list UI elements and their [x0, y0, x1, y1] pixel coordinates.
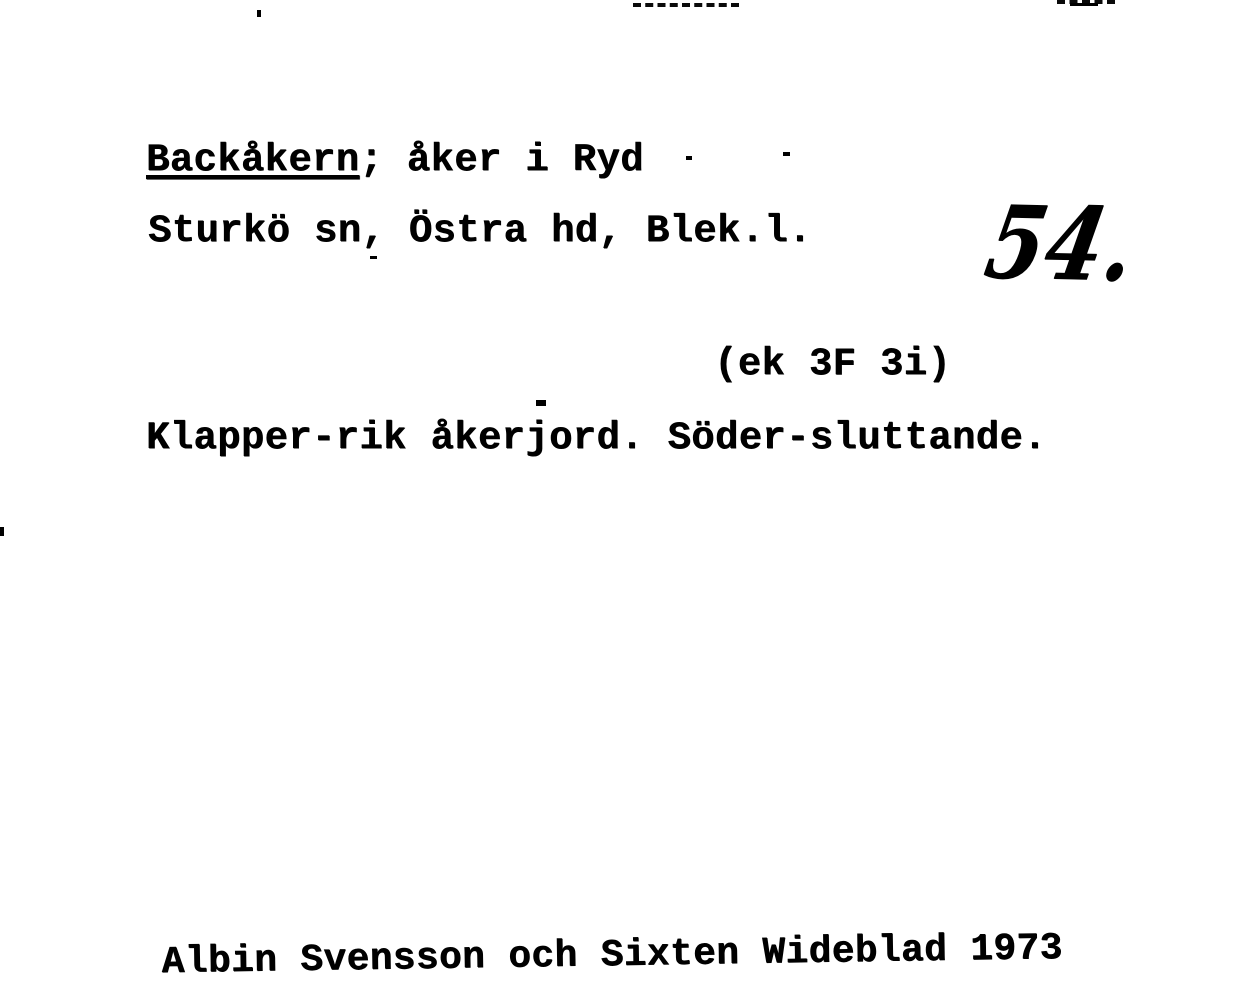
scan-speck: [257, 10, 261, 17]
scan-speck: [783, 152, 790, 156]
scan-artifact-smudge: [1070, 3, 1098, 6]
scan-speck: [370, 256, 377, 259]
scan-speck: [0, 527, 4, 536]
scan-speck: [686, 156, 692, 160]
scan-artifact-dashed-line-left: [633, 3, 739, 7]
headword: Backåkern: [146, 138, 360, 182]
location-line: Sturkö sn, Östra hd, Blek.l.: [148, 209, 812, 253]
headword-line: [146, 138, 644, 183]
description-line: Klapper-rik åkerjord. Söder-sluttande.: [146, 416, 1047, 460]
attribution-line: Albin Svensson och Sixten Wideblad 1973: [161, 926, 1063, 985]
map-reference: (ek 3F 3i): [714, 342, 952, 386]
handwritten-card-number: 54.: [977, 183, 1147, 305]
scan-speck: [536, 400, 546, 406]
headword-suffix: ; åker i Ryd: [359, 138, 644, 182]
